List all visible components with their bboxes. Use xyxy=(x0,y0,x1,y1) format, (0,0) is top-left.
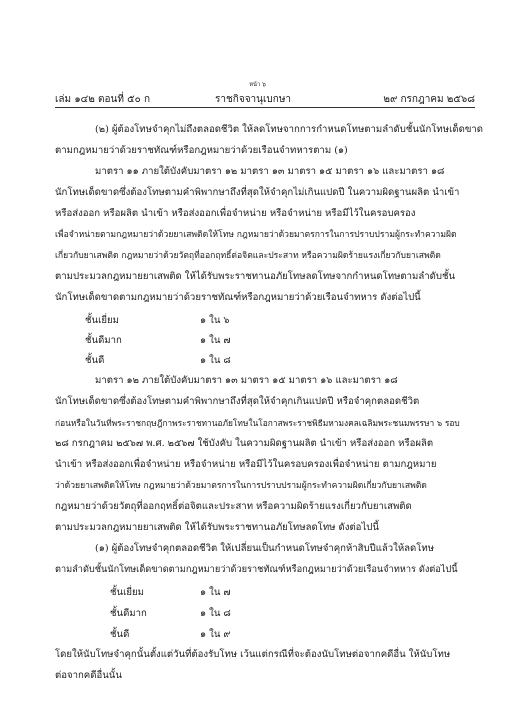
grade-fraction: ๑ ใน ๘ xyxy=(200,355,231,366)
paragraph-line: (๒) ผู้ต้องโทษจำคุกไม่ถึงตลอดชีวิต ให้ลดโทษจากการกำหนดโทษตามลำดับชั้นนักโทษเด็ดขาด xyxy=(95,124,483,135)
grade-label: ชั้นดีมาก xyxy=(85,335,122,346)
paragraph-line: นำเข้า หรือส่งออกเพื่อจำหน่าย หรือจำหน่าย หรือมีไว้ในครอบครองเพื่อจำหน่าย ตามกฎหมาย xyxy=(55,459,437,470)
paragraph-line: (๑) ผู้ต้องโทษจำคุกตลอดชีวิต ให้เปลี่ยนเป็นกำหนดโทษจำคุกห้าสิบปีแล้วให้ลดโทษ xyxy=(95,543,435,554)
grade-label: ชั้นเยี่ยม xyxy=(110,587,144,598)
grade-label: ชั้นเยี่ยม xyxy=(85,315,119,326)
paragraph-line: ต่อจากคดีอื่นนั้น xyxy=(55,670,122,681)
grade-fraction: ๑ ใน ๙ xyxy=(200,629,231,640)
paragraph-line: ตามลำดับชั้นนักโทษเด็ดขาดตามกฎหมายว่าด้วยราชทัณฑ์หรือกฎหมายว่าด้วยเรือนจำทหาร ดังต่อไปนี้ xyxy=(55,564,458,575)
paragraph-line: นักโทษเด็ดขาดซึ่งต้องโทษตามคำพิพากษาถึงที่สุดให้จำคุกไม่เกินแปดปี ในความผิดฐานผลิต นำเข้า xyxy=(55,187,460,198)
paragraph-line: กฎหมายว่าด้วยวัตถุที่ออกฤทธิ์ต่อจิตและประสาท หรือความผิดร้ายแรงเกี่ยวกับยาเสพติด xyxy=(55,501,412,512)
grade-fraction: ๑ ใน ๗ xyxy=(200,335,231,346)
paragraph-line: หรือส่งออก หรือผลิต นำเข้า หรือส่งออกเพื่อจำหน่าย หรือจำหน่าย หรือมีไว้ในครอบครอง xyxy=(55,208,416,219)
header-gazette-name: ราชกิจจานุเบกษา xyxy=(215,94,292,105)
paragraph-line: ว่าด้วยยาเสพติดให้โทษ กฎหมายว่าด้วยมาตรการในการปราบปรามผู้กระทำความผิดเกี่ยวกับยาเสพติด xyxy=(55,481,427,491)
section-heading-line: มาตรา ๑๒ ภายใต้บังคับมาตรา ๑๓ มาตรา ๑๕ มาตรา ๑๖ และมาตรา ๑๘ xyxy=(95,375,398,386)
paragraph-line: นักโทษเด็ดขาดตามกฎหมายว่าด้วยราชทัณฑ์หรือกฎหมายว่าด้วยเรือนจำทหาร ดังต่อไปนี้ xyxy=(55,292,421,303)
paragraph-line: ก่อนหรือในวันที่พระราชกฤษฎีกาพระราชทานอภัยโทษในโอกาสพระราชพิธีมหามงคลเฉลิมพระชนมพรรษา ๖ รอบ xyxy=(55,418,460,428)
grade-label: ชั้นดี xyxy=(110,629,130,640)
page-number: หน้า ๖ xyxy=(249,82,266,88)
grade-fraction: ๑ ใน ๖ xyxy=(200,315,230,326)
paragraph-line: นักโทษเด็ดขาดซึ่งต้องโทษตามคำพิพากษาถึงที่สุดให้จำคุกเกินแปดปี หรือจำคุกตลอดชีวิต xyxy=(55,396,420,407)
page-header xyxy=(55,92,475,106)
paragraph-line: ตามประมวลกฎหมายยาเสพติด ให้ได้รับพระราชทานอภัยโทษลดโทษ ดังต่อไปนี้ xyxy=(55,522,379,533)
section-heading-line: มาตรา ๑๑ ภายใต้บังคับมาตรา ๑๒ มาตรา ๑๓ มาตรา ๑๕ มาตรา ๑๖ และมาตรา ๑๘ xyxy=(95,166,445,177)
grade-label: ชั้นดีมาก xyxy=(110,608,147,619)
paragraph-line: ๒๘ กรกฎาคม ๒๕๖๗ พ.ศ. ๒๕๖๗ ใช้บังคับ ในความผิดฐานผลิต นำเข้า หรือส่งออก หรือผลิต xyxy=(55,438,434,449)
grade-fraction: ๑ ใน ๗ xyxy=(200,587,231,598)
paragraph-line: เพื่อจำหน่ายตามกฎหมายว่าด้วยยาเสพติดให้โทษ กฎหมายว่าด้วยมาตรการในการปราบปรามผู้กระทำความผิด xyxy=(55,230,457,240)
paragraph-line: โดยให้นับโทษจำคุกนั้นตั้งแต่วันที่ต้องรับโทษ เว้นแต่กรณีที่จะต้องนับโทษต่อจากคดีอื่น ให้นับโทษ xyxy=(55,649,451,660)
grade-fraction: ๑ ใน ๘ xyxy=(200,608,231,619)
header-date: ๒๙ กรกฎาคม ๒๕๖๘ xyxy=(383,94,475,105)
header-volume: เล่ม ๑๔๒ ตอนที่ ๕๐ ก xyxy=(55,94,151,105)
paragraph-line: ตามประมวลกฎหมายยาเสพติด ให้ได้รับพระราชทานอภัยโทษลดโทษจากกำหนดโทษตามลำดับชั้น xyxy=(55,271,456,282)
grade-label: ชั้นดี xyxy=(85,355,105,366)
paragraph-line: เกี่ยวกับยาเสพติด กฎหมายว่าด้วยวัตถุที่ออกฤทธิ์ต่อจิตและประสาท หรือความผิดร้ายแรงเกี่ยวกับยาเสพติด xyxy=(55,251,441,261)
paragraph-line: ตามกฎหมายว่าด้วยราชทัณฑ์หรือกฎหมายว่าด้วยเรือนจำทหารตาม (๑) xyxy=(55,145,348,156)
header-rule xyxy=(55,107,475,108)
